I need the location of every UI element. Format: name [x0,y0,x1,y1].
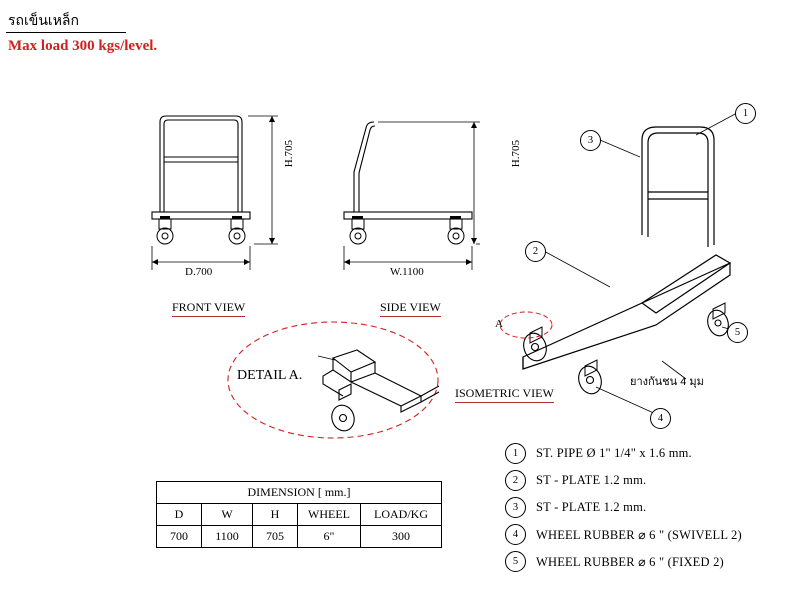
legend-text-2: ST - PLATE 1.2 mm. [536,473,647,487]
table-header-h: H [253,504,298,526]
table-header-d: D [157,504,202,526]
legend-item-5 [505,548,742,575]
cell-wheel: 6" [298,526,361,548]
legend-number-4: 4 [505,524,526,545]
legend-number-1: 1 [505,443,526,464]
side-view-width-dim: W.1100 [390,266,424,278]
legend-item-3 [505,494,742,521]
cell-h: 705 [253,526,298,548]
callout-4: 4 [650,408,671,429]
callout-2: 2 [525,241,546,262]
callout-3: 3 [580,130,601,151]
side-view-height-dim: H.705 [510,140,522,168]
page-title: รถเข็นเหล็ก [8,12,79,28]
legend-text-3: ST - PLATE 1.2 mm. [536,500,647,514]
detail-a-label: DETAIL A. [237,368,303,383]
cell-w: 1100 [202,526,253,548]
legend-number-3: 3 [505,497,526,518]
legend-text-1: ST. PIPE Ø 1" 1/4" x 1.6 mm. [536,446,692,460]
table-caption: DIMENSION [ mm.] [157,482,442,504]
front-view-drawing [140,100,320,285]
table-header-load: LOAD/KG [361,504,442,526]
callout-5: 5 [727,322,748,343]
table-header-w: W [202,504,253,526]
legend-item-1 [505,440,742,467]
legend-text-4: WHEEL RUBBER ⌀ 6 " (SWIVELL 2) [536,527,742,542]
legend-number-5: 5 [505,551,526,572]
cell-load: 300 [361,526,442,548]
cell-d: 700 [157,526,202,548]
table-header-row [157,504,442,526]
bumper-note: ยางกันชน 4 มุม [630,376,704,388]
isometric-view-label: ISOMETRIC VIEW [455,386,554,403]
detail-a-marker: A [495,318,503,330]
dimension-table [156,481,442,548]
table-caption-row [157,482,442,504]
table-row [157,526,442,548]
max-load-note: Max load 300 kgs/level. [8,38,158,54]
legend-list [505,440,742,575]
title-underline [6,32,126,33]
side-view-label: SIDE VIEW [380,300,441,317]
front-view-label: FRONT VIEW [172,300,245,317]
legend-text-5: WHEEL RUBBER ⌀ 6 " (FIXED 2) [536,554,724,569]
legend-number-2: 2 [505,470,526,491]
legend-item-4 [505,521,742,548]
front-view-height-dim: H.705 [283,140,295,168]
legend-item-2 [505,467,742,494]
callout-1: 1 [735,103,756,124]
table-header-wheel: WHEEL [298,504,361,526]
front-view-width-dim: D.700 [185,266,213,278]
